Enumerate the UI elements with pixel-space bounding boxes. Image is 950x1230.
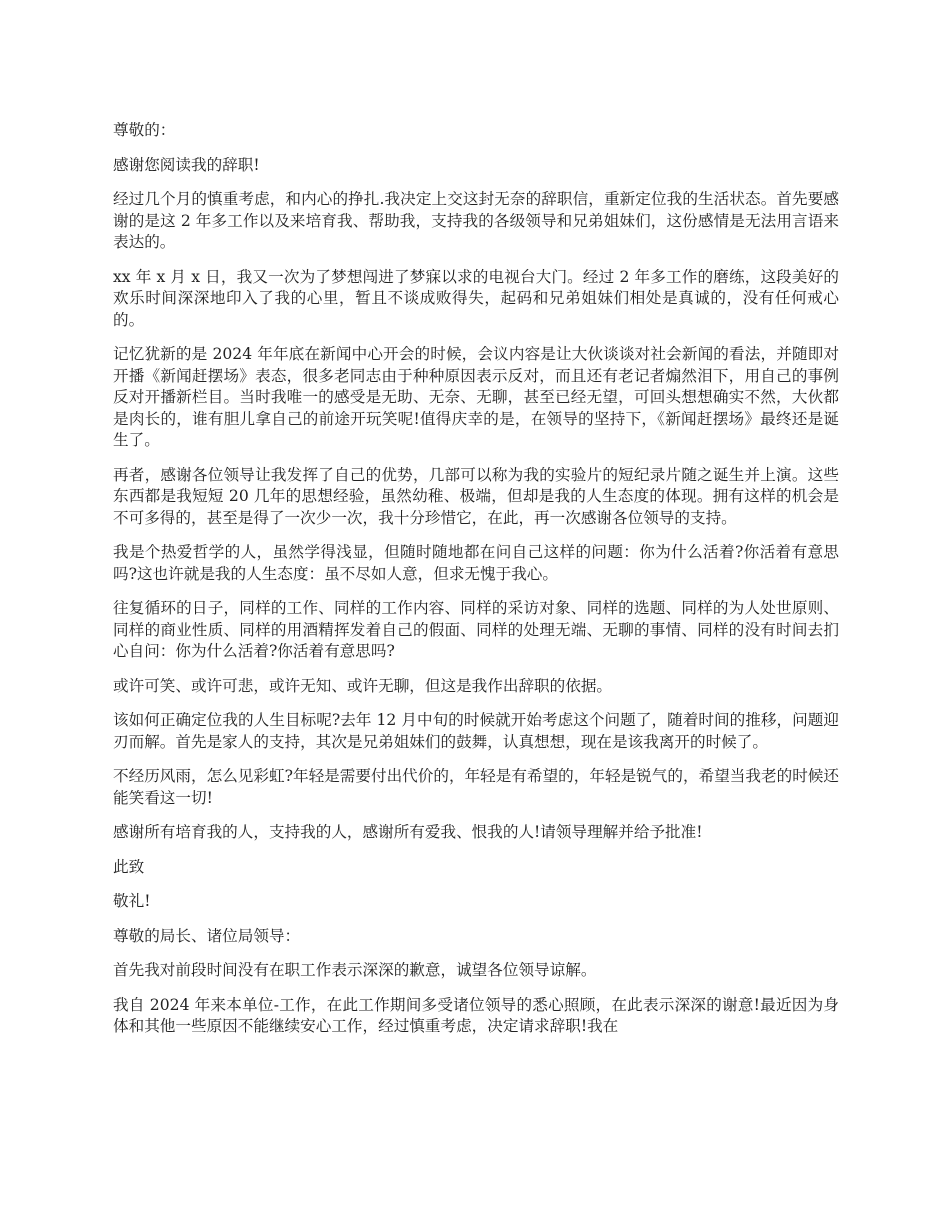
paragraph: 经过几个月的慎重考虑，和内心的挣扎.我决定上交这封无奈的辞职信，重新定位我的生活状态。首先要感谢的是这 2 年多工作以及来培育我、帮助我，支持我的各级领导和兄弟姐妹们，这份感情是无法用言语来表达的。	[113, 190, 839, 251]
paragraph: 我自 2024 年来本单位-工作，在此工作期间多受诸位领导的悉心照顾，在此表示深深的谢意!最近因为身体和其他一些原因不能继续安心工作，经过慎重考虑，决定请求辞职!我在	[113, 995, 839, 1035]
paragraph: 感谢所有培育我的人，支持我的人，感谢所有爱我、恨我的人!请领导理解并给予批准!	[113, 823, 703, 841]
paragraph: 我是个热爱哲学的人，虽然学得浅显，但随时随地都在问自己这样的问题：你为什么活着?你活着有意思吗?这也许就是我的人生态度：虽不尽如人意，但求无愧于我心。	[113, 543, 839, 583]
paragraph: xx 年 x 月 x 日，我又一次为了梦想闯进了梦寐以求的电视台大门。经过 2 年多工作的磨练，这段美好的欢乐时间深深地印入了我的心里，暂且不谈成败得失，起码和兄弟姐妹们相处是真诚的，没有任何戒心的。	[113, 267, 839, 329]
paragraph: 记忆犹新的是 2024 年年底在新闻中心开会的时候，会议内容是让大伙谈谈对社会新闻的看法，并随即对开播《新闻赶摆场》表态，很多老同志由于种种原因表示反对，而且还有老记者煽然泪下，用自己的事例反对开播新栏目。当时我唯一的感受是无助、无奈、无聊，甚至已经无望，可回头想想确实不然，大伙都是肉长的，谁有胆儿拿自己的前途开玩笑呢!值得庆幸的是，在领导的坚持下，《新闻赶摆场》最终还是诞生了。	[113, 345, 839, 449]
paragraph: 或许可笑、或许可悲，或许无知、或许无聊，但这是我作出辞职的依据。	[113, 676, 613, 695]
document-body	[113, 120, 839, 1051]
paragraph: 首先我对前段时间没有在职工作表示深深的歉意，诚望各位领导谅解。	[113, 961, 597, 979]
closing-line: 此致	[113, 857, 145, 876]
closing-line: 敬礼!	[113, 892, 151, 910]
greeting-line: 尊敬的：	[113, 121, 176, 139]
paragraph: 该如何正确定位我的人生目标呢?去年 12 月中旬的时候就开始考虑这个问题了，随着时间的推移，问题迎刃而解。首先是家人的支持，其次是兄弟姐妹们的鼓舞，认真想想，现在是该我离开的时候了。	[113, 711, 839, 751]
paragraph: 不经历风雨，怎么见彩虹?年轻是需要付出代价的，年轻是有希望的，年轻是锐气的，希望当我老的时候还能笑看这一切!	[113, 767, 839, 807]
greeting-line: 尊敬的局长、诸位局领导：	[113, 926, 301, 945]
paragraph: 感谢您阅读我的辞职!	[113, 155, 260, 174]
paragraph: 往复循环的日子，同样的工作、同样的工作内容、同样的采访对象、同样的选题、同样的为人处世原则、同样的商业性质、同样的用酒精挥发着自己的假面、同样的处理无端、无聊的事情、同样的没有时间去扪心自问：你为什么活着?你活着有意思吗?	[113, 599, 839, 660]
paragraph: 再者，感谢各位领导让我发挥了自己的优势，几部可以称为我的实验片的短纪录片随之诞生并上演。这些东西都是我短短 20 几年的思想经验，虽然幼稚、极端，但却是我的人生态度的体现。拥有这样的机会是不可多得的，甚至是得了一次少一次，我十分珍惜它，在此，再一次感谢各位领导的支持。	[113, 465, 839, 527]
